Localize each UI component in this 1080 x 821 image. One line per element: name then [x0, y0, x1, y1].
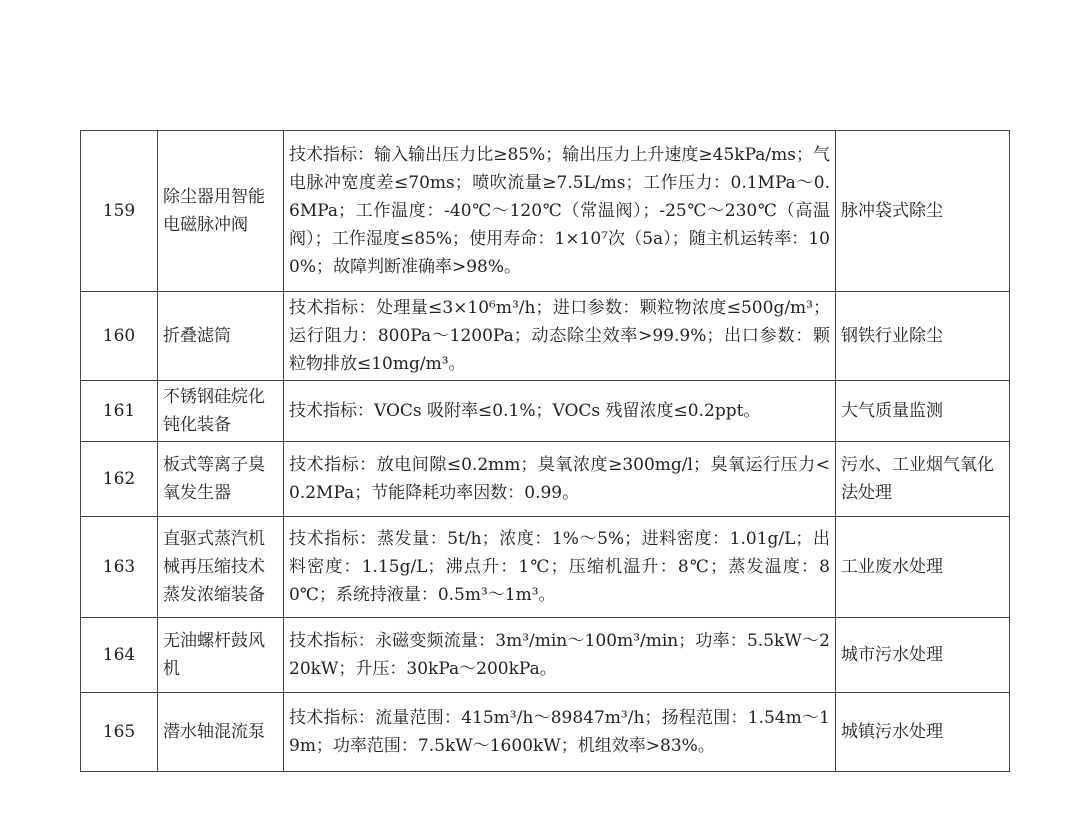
- product-name: 不锈钢硅烷化钝化装备: [158, 381, 284, 442]
- application-field: 工业废水处理: [836, 517, 1010, 618]
- product-name: 潜水轴混流泵: [158, 693, 284, 772]
- equipment-spec-table: [80, 130, 1010, 772]
- technical-spec: 技术指标：蒸发量：5t/h；浓度：1%～5%；进料密度：1.01g/L；出料密度：1.15g/L；沸点升：1℃；压缩机温升：8℃；蒸发温度：80℃；系统持液量：0.5m³～1m³。: [284, 517, 836, 618]
- row-number: 163: [81, 517, 158, 618]
- row-number: 159: [81, 131, 158, 292]
- table-row: [81, 618, 1010, 693]
- technical-spec: 技术指标：永磁变频流量：3m³/min～100m³/min；功率：5.5kW～220kW；升压：30kPa～200kPa。: [284, 618, 836, 693]
- technical-spec: 技术指标：处理量≤3×10⁶m³/h；进口参数：颗粒物浓度≤500g/m³；运行阻力：800Pa～1200Pa；动态除尘效率>99.9%；出口参数：颗粒物排放≤10mg/m³。: [284, 292, 836, 381]
- application-field: 城市污水处理: [836, 618, 1010, 693]
- technical-spec: 技术指标：流量范围：415m³/h～89847m³/h；扬程范围：1.54m～19m；功率范围：7.5kW～1600kW；机组效率>83%。: [284, 693, 836, 772]
- application-field: 大气质量监测: [836, 381, 1010, 442]
- table-row: [81, 381, 1010, 442]
- table-row: [81, 292, 1010, 381]
- application-field: 钢铁行业除尘: [836, 292, 1010, 381]
- application-field: 城镇污水处理: [836, 693, 1010, 772]
- row-number: 162: [81, 442, 158, 517]
- product-name: 板式等离子臭氧发生器: [158, 442, 284, 517]
- technical-spec: 技术指标：放电间隙≤0.2mm；臭氧浓度≥300mg/l；臭氧运行压力<0.2MPa；节能降耗功率因数：0.99。: [284, 442, 836, 517]
- row-number: 161: [81, 381, 158, 442]
- application-field: 污水、工业烟气氧化法处理: [836, 442, 1010, 517]
- product-name: 折叠滤筒: [158, 292, 284, 381]
- table-row: [81, 442, 1010, 517]
- product-name: 除尘器用智能电磁脉冲阀: [158, 131, 284, 292]
- product-name: 直驱式蒸汽机械再压缩技术蒸发浓缩装备: [158, 517, 284, 618]
- product-name: 无油螺杆鼓风机: [158, 618, 284, 693]
- application-field: 脉冲袋式除尘: [836, 131, 1010, 292]
- table-row: [81, 693, 1010, 772]
- technical-spec: 技术指标：输入输出压力比≥85%；输出压力上升速度≥45kPa/ms；气电脉冲宽度差≤70ms；喷吹流量≥7.5L/ms；工作压力：0.1MPa～0.6MPa；工作温度：-40℃～120℃（常温阀）；-25℃～230℃（高温阀）；工作湿度≤85%；使用寿命：1×10⁷次（5a）；随主机运转率：100%；故障判断准确率>98%。: [284, 131, 836, 292]
- table-row: [81, 517, 1010, 618]
- technical-spec: 技术指标：VOCs 吸附率≤0.1%；VOCs 残留浓度≤0.2ppt。: [284, 381, 836, 442]
- row-number: 165: [81, 693, 158, 772]
- row-number: 160: [81, 292, 158, 381]
- table-row: [81, 131, 1010, 292]
- row-number: 164: [81, 618, 158, 693]
